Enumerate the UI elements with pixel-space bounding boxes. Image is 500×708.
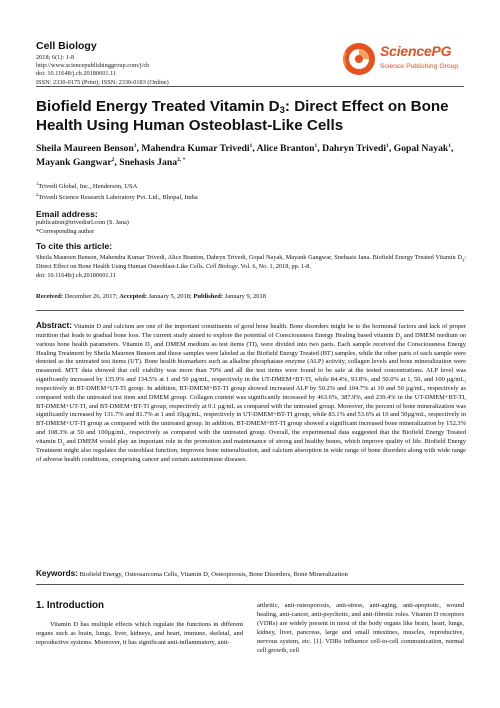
citation-text (36, 253, 466, 280)
title-text-part1: Biofield Energy Treated Vitamin D (36, 98, 280, 115)
title-subscript: 3 (279, 105, 285, 116)
abstract-text: and DMEM medium on various bone health parameters. Vitamin D (36, 331, 467, 348)
author-affil-sup: 1 (386, 142, 389, 149)
accepted-date: January 5, 2018; (148, 293, 192, 300)
author-separator: , (388, 143, 394, 154)
logo-subtitle: Science Publishing Group (380, 63, 459, 70)
abstract-subscript: 3 (62, 441, 65, 447)
author-affil-sup: 1 (314, 142, 318, 149)
author-list (36, 142, 466, 169)
journal-name: Cell Biology (36, 40, 97, 52)
title-text-part2: : Direct Effect on Bone Health Using Human Osteoblast-Like Cells (36, 98, 449, 134)
keywords-bottom-divider (36, 584, 464, 585)
author-name: Dahryn Trivedi (322, 143, 387, 154)
abstract-subscript: 3 (399, 335, 403, 341)
introduction-heading: 1. Introduction (36, 600, 105, 611)
keywords-label: Keywords: (36, 569, 78, 578)
intro-paragraph: Vitamin D has multiple effects which regulate the functions in different organs such as brain, lungs, liver, kidneys, and heart, immune, skeletal, and reproductive systems. Moreover, it has significant anti-inflammatory, anti- (36, 621, 243, 647)
published-label: Published: (193, 293, 224, 300)
abstract-subscript: 3 (149, 343, 152, 349)
citation-part1: Sheila Maureen Benson, Mahendra Kumar Trivedi, Alice Branton, Dahryn Trivedi, Gopal Nayak, Mayank Gangwar, Snehasis Jana. Biofield Energy Treated Vitamin D (36, 254, 462, 261)
citation-subscript: 3 (462, 257, 465, 263)
citation-part2: : Direct Effect on Bone Health Using Human Osteoblast-Like Cells. (36, 254, 466, 270)
abstract-text: and DMEM medium as test items (TI), were divided into two parts. Each sample received the Consciousness Energy Healing Treatment by Sheila Maureen Benson and those samples were labeled as the Biofield Energy Treated (BT) samples, while the other parts of each sample were denoted as the untreated test items (UT). Bone health biomarkers such as alkaline phosphatase enzyme (ALP) activity, collagen levels and bone mineralization were measured. MTT data showed that cell viability was more than 70% and all the test items were found to be safe at the tested concentrations. ALP level was significantly increased by 135.9% and 134.5% at 1 and 50 µg/mL, respectively in the UT-DMEM+BT-TI, while 84.4%, 93.8%, and 50.0% at 1, 50, and 100 µg/mL, respectively in BT-DMEM+UT-TI group. In addition, BT-DMEM+BT-TI group showed increased ALP by 50.2% and 104.7% at 10 and 50 µg/mL, respectively as compared with the untreated test item and DMEM group. Collagen content was significantly increased by 463.6%, 387.9%, and 239.4% in the UT-DMEM+BT-TI, BT-DMEM+UT-TI, and BT-DMEM+BT-TI group, respectively at 0.1 µg/mL as compared with the untreated group. Moreover, the percent of bone mineralization was significantly increased by 131.7% and 81.7% at 1 and 10µg/mL, respectively in UT-DMEM+BT-TI group, while 83.1% and 53.6% at 10 and 50µg/mL, respectively in BT-DMEM+UT-TI group as compared with the untreated group. In addition, BT-DMEM+BT-TI group showed a significant increased bone mineralization by 152.3% and 108.3% at 50 and 100µg/mL, respectively as compared with the untreated group. Overall, the experimental data suggested that the Biofield Energy Treated vitamin D (36, 340, 466, 445)
intro-left-column (36, 601, 243, 647)
journal-issn: ISSN: 2330-0175 (Print); ISSN: 2330-0183 (Online) (36, 78, 169, 86)
article-title (36, 97, 466, 135)
abstract-top-divider (36, 310, 464, 311)
keywords-text: Biofield Energy, Osteosarcoma Cells, Vitamin D, Osteoporosis, Bone Disorders, Bone Mineralization (79, 571, 348, 578)
abstract-label: Abstract: (36, 321, 72, 330)
author-affil-sup: 1 (448, 142, 452, 149)
affiliation-text: Trivedi Global, Inc., Henderson, USA (38, 183, 138, 190)
author-name: Mahendra Kumar Trivedi (141, 143, 250, 154)
author-separator: , (252, 143, 257, 154)
logo-name: SciencePG (380, 43, 452, 59)
intro-paragraph-continued: arthritic, anti-osteoporosis, anti-stress, anti-aging, anti-apoptotic, wound healing, anti-cancer, anti-psychotic, and anti-fibrotic roles. Vitamin D receptors (VDRs) are widely present in most of the body organs like brain, heart, lungs, kidney, liver, pancreas, large and small intestines, muscles, reproductive, nervous system, etc. [1]. VDRs influence cell-to-cell communication, normal cell growth, cell (257, 602, 464, 655)
author-affil-sup: 2 (111, 156, 115, 163)
email-address[interactable]: publication@trivedisrl.com (S. Jana) (36, 219, 129, 226)
affiliation-text: Trivedi Science Research Laboratory Pvt. Ltd., Bhopal, India (38, 194, 198, 201)
header-divider (36, 86, 464, 87)
author-affil-sup: 2, * (177, 156, 186, 163)
abstract-text: and DMEM would play an important role in the promotion and maintenance of strong and healthy bones, which improve quality of life. Biofield Energy Treatment might also regulates the osteoblast function, improves bone mineralization, and calcium absorption in wide range of bone disorders along with wide range of adverse health conditions, comprising cancer and certain autoimmune diseases. (36, 437, 466, 463)
author-separator: , (114, 156, 120, 168)
corresponding-note: *Corresponding author (36, 227, 95, 235)
author-name: Alice Branton (256, 143, 315, 154)
email-section (36, 209, 466, 236)
journal-issue: 2018; 6(1): 1-8 (36, 54, 75, 61)
citation-part3: . Vol. 6, No. 1, 2018, pp. 1-8. (237, 263, 311, 270)
sciencepg-logo-icon (340, 40, 378, 78)
journal-url[interactable]: http://www.sciencepublishinggroup.com/j/cb (36, 62, 150, 70)
keywords (36, 569, 466, 579)
author-affil-sup: 1 (133, 142, 137, 149)
author-name: Sheila Maureen Benson (36, 143, 134, 154)
email-heading: Email address: (36, 209, 98, 219)
author-name: Gopal Nayak (393, 143, 449, 154)
received-date: December 26, 2017; (64, 293, 118, 300)
abstract (36, 322, 466, 465)
article-dates (36, 293, 466, 300)
journal-doi[interactable]: doi: 10.11648/j.cb.20180601.11 (36, 70, 117, 78)
citation-heading: To cite this article: (36, 241, 113, 251)
affiliation-item (36, 181, 466, 192)
received-label: Received: (36, 293, 64, 300)
abstract-text: Vitamin D and calcium are one of the important constituents of good bone health. Bone disorders might be to the hormonal factors and lack of proper nutrition that leads to gradual bone loss. The current study aimed to explore the potential of Consciousness Energy Healing based vitamin D (36, 323, 467, 339)
author-separator: , (136, 143, 142, 154)
affiliation-item (36, 192, 466, 203)
accepted-label: Accepted: (119, 293, 148, 300)
published-date: January 9, 2018 (224, 293, 267, 300)
citation-doi[interactable]: doi: 10.11648/j.cb.20180601.11 (36, 272, 117, 279)
sciencepg-logo (340, 40, 470, 82)
affiliations (36, 181, 466, 203)
author-name: Mayank Gangwar (36, 156, 112, 168)
author-separator: , (317, 143, 323, 154)
affiliation-number: 2 (36, 191, 39, 197)
intro-right-column (257, 601, 464, 656)
journal-header (36, 40, 336, 87)
author-affil-sup: 1 (249, 142, 253, 149)
affiliation-number: 1 (36, 180, 39, 186)
citation-section (36, 241, 466, 280)
citation-journal: Cell Biology (205, 263, 238, 270)
journal-meta (36, 54, 336, 87)
author-separator: , (451, 143, 454, 154)
author-name: Snehasis Jana (119, 156, 178, 168)
